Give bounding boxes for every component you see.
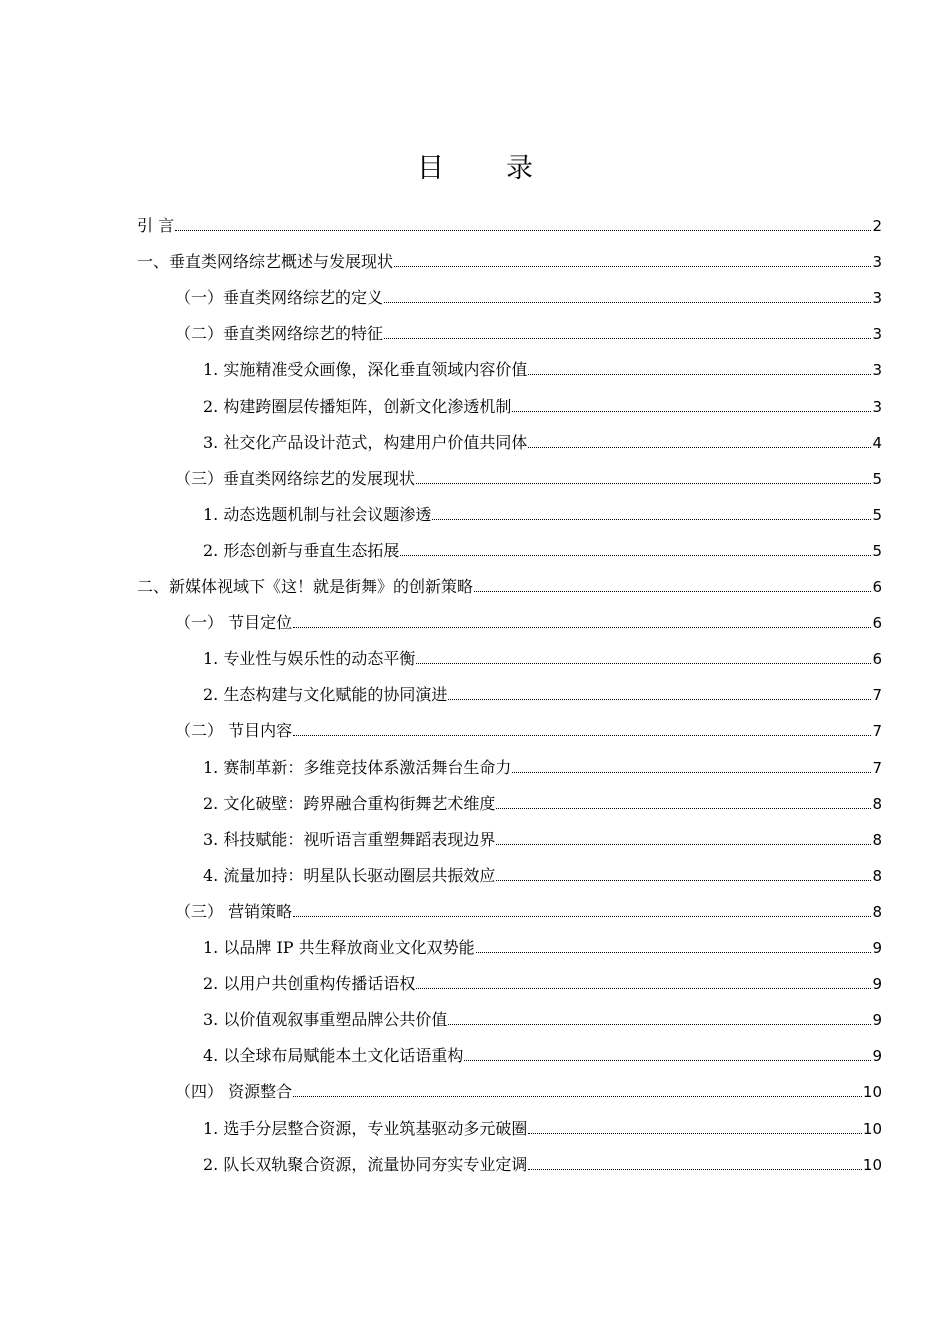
toc-entry-label: 1. 专业性与娱乐性的动态平衡 [203, 649, 416, 669]
toc-entry[interactable] [203, 994, 882, 1030]
toc-entry-label: （一） 节目定位 [175, 613, 293, 633]
toc-entry-label: 1. 以品牌 IP 共生释放商业文化双势能 [203, 938, 475, 957]
toc-dot-leader [416, 663, 871, 664]
toc-entry-page-number: 4 [872, 433, 882, 452]
toc-entry-label: （二）垂直类网络综艺的特征 [175, 324, 384, 344]
toc-entry[interactable] [175, 308, 882, 344]
toc-dot-leader [474, 591, 871, 592]
toc-entry-page-number: 3 [872, 361, 882, 380]
toc-entry-label: 4. 流量加持：明星队长驱动圈层共振效应 [203, 865, 496, 885]
toc-entry-page-number: 6 [872, 614, 882, 633]
toc-entry[interactable] [203, 417, 882, 453]
toc-dot-leader [464, 1060, 871, 1061]
toc-entry-label: 二、新媒体视域下《这！就是街舞》的创新策略 [137, 577, 474, 596]
toc-entry-label: （一）垂直类网络综艺的定义 [175, 288, 384, 308]
toc-entry[interactable] [203, 344, 882, 380]
toc-entry[interactable] [175, 453, 882, 489]
toc-entry-page-number: 9 [872, 1047, 882, 1066]
toc-dot-leader [496, 844, 871, 845]
toc-entry[interactable] [203, 1139, 882, 1175]
toc-dot-leader [476, 952, 872, 953]
toc-entry[interactable] [203, 633, 882, 669]
page-title [0, 146, 950, 185]
toc-entry[interactable] [175, 597, 882, 633]
toc-entry-page-number: 5 [872, 469, 882, 488]
toc-dot-leader [293, 627, 871, 628]
toc-entry-label: 一、垂直类网络综艺概述与发展现状 [137, 252, 394, 272]
toc-entry-label: 3. 以价值观叙事重塑品牌公共价值 [203, 1010, 448, 1030]
toc-entry[interactable] [137, 200, 882, 236]
toc-dot-leader [293, 916, 871, 917]
toc-dot-leader [528, 447, 871, 448]
toc-entry-page-number: 6 [872, 578, 882, 596]
toc-entry-label: 3. 科技赋能：视听语言重塑舞蹈表现边界 [203, 829, 496, 849]
toc-entry-label: 1. 赛制革新：多维竞技体系激活舞台生命力 [203, 757, 512, 777]
toc-entry-label: 2. 以用户共创重构传播话语权 [203, 974, 416, 994]
toc-entry-page-number: 9 [872, 939, 882, 957]
toc-entry[interactable] [203, 778, 882, 814]
toc-entry[interactable] [175, 705, 882, 741]
toc-dot-leader [448, 1024, 871, 1025]
toc-entry-label: （三） 营销策略 [175, 901, 293, 921]
toc-entry-page-number: 10 [862, 1155, 882, 1174]
toc-entry-label: 2. 文化破壁：跨界融合重构街舞艺术维度 [203, 793, 496, 813]
toc-entry-label: 2. 生态构建与文化赋能的协同演进 [203, 685, 448, 705]
toc-dot-leader [384, 338, 871, 339]
toc-dot-leader [528, 374, 871, 375]
toc-entry-label: （二） 节目内容 [175, 721, 293, 741]
toc-entry[interactable] [203, 742, 882, 778]
toc-dot-leader [175, 230, 871, 231]
toc-entry-page-number: 9 [872, 975, 882, 994]
toc-entry-page-number: 7 [872, 758, 882, 777]
toc-entry-label: 4. 以全球布局赋能本土文化话语重构 [203, 1046, 464, 1066]
toc-entry-label: （三）垂直类网络综艺的发展现状 [175, 468, 416, 488]
toc-entry[interactable] [203, 381, 882, 417]
toc-dot-leader [448, 699, 871, 700]
toc-entry-page-number: 6 [872, 650, 882, 669]
toc-entry[interactable] [175, 272, 882, 308]
toc-entry-page-number: 7 [872, 722, 882, 741]
toc-dot-leader [512, 411, 871, 412]
toc-entry-page-number: 10 [862, 1119, 882, 1138]
toc-entry-page-number: 3 [872, 289, 882, 308]
toc-dot-leader [394, 266, 871, 267]
toc-entry-page-number: 5 [872, 541, 882, 560]
toc-entry[interactable] [203, 850, 882, 886]
toc-entry-page-number: 9 [872, 1011, 882, 1030]
toc-dot-leader [496, 880, 871, 881]
toc-entry-page-number: 8 [872, 902, 882, 921]
toc-entry-label: 1. 选手分层整合资源，专业筑基驱动多元破圈 [203, 1118, 528, 1138]
toc-dot-leader [416, 483, 871, 484]
toc-entry[interactable] [203, 1103, 882, 1139]
toc-dot-leader [400, 555, 871, 556]
toc-entry-label: 1. 动态选题机制与社会议题渗透 [203, 504, 432, 524]
toc-entry-label: 引 言 [137, 216, 175, 235]
toc-entry-page-number: 3 [872, 397, 882, 416]
toc-entry[interactable] [137, 236, 882, 272]
toc-dot-leader [512, 772, 871, 773]
toc-entry[interactable] [203, 922, 882, 958]
toc-entry-page-number: 8 [872, 794, 882, 813]
toc-entry-page-number: 8 [872, 830, 882, 849]
toc-entry-label: 3. 社交化产品设计范式，构建用户价值共同体 [203, 432, 528, 452]
toc-entry[interactable] [175, 1066, 882, 1102]
toc-dot-leader [416, 988, 871, 989]
toc-entry[interactable] [203, 489, 882, 525]
toc-entry-page-number: 3 [872, 325, 882, 344]
toc-entry-page-number: 2 [872, 217, 882, 235]
toc-dot-leader [432, 519, 871, 520]
toc-entry-page-number: 8 [872, 866, 882, 885]
toc-entry[interactable] [203, 669, 882, 705]
title-char-2: 录 [506, 153, 533, 184]
toc-entry[interactable] [203, 1030, 882, 1066]
toc-entry-label: （四） 资源整合 [175, 1082, 293, 1102]
toc-dot-leader [293, 1096, 862, 1097]
toc-entry-page-number: 7 [872, 686, 882, 705]
toc-entry[interactable] [203, 814, 882, 850]
toc-dot-leader [528, 1133, 862, 1134]
toc-entry-label: 2. 形态创新与垂直生态拓展 [203, 540, 400, 560]
toc-entry[interactable] [203, 958, 882, 994]
toc-dot-leader [293, 735, 871, 736]
toc-entry[interactable] [203, 525, 882, 561]
toc-entry-label: 1. 实施精准受众画像，深化垂直领域内容价值 [203, 360, 528, 380]
toc-dot-leader [528, 1169, 862, 1170]
toc-dot-leader [496, 808, 871, 809]
toc-entry-page-number: 3 [872, 253, 882, 272]
toc-entry-label: 2. 构建跨圈层传播矩阵，创新文化渗透机制 [203, 396, 512, 416]
title-char-1: 目 [417, 153, 444, 184]
toc-dot-leader [384, 302, 871, 303]
toc-entry-page-number: 10 [862, 1083, 882, 1102]
toc-entry[interactable] [137, 561, 882, 597]
toc-entry-label: 2. 队长双轨聚合资源，流量协同夯实专业定调 [203, 1154, 528, 1174]
toc-entry-page-number: 5 [872, 505, 882, 524]
toc-entry[interactable] [175, 886, 882, 922]
